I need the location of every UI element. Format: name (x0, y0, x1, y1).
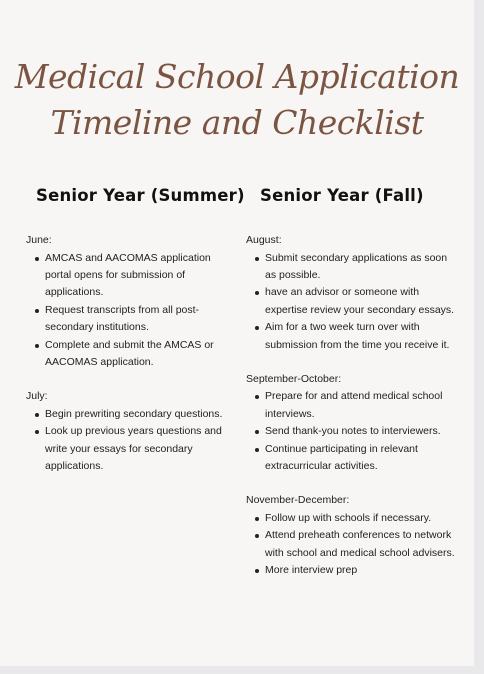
section-label: June: (26, 234, 52, 246)
checklist (246, 510, 456, 580)
list-item: Follow up with schools if necessary. (265, 510, 456, 527)
section-july (26, 388, 236, 475)
checklist (246, 250, 456, 354)
checklist (246, 388, 456, 475)
list-item: Aim for a two week turn over with submission from the time you receive it. (265, 319, 456, 354)
list-item: have an advisor or someone with expertise review your secondary essays. (265, 284, 456, 319)
list-item: Begin prewriting secondary questions. (45, 406, 236, 423)
list-item: Attend preheath conferences to network with school and medical school advisers. (265, 527, 456, 562)
section-september-october (246, 371, 456, 476)
list-item: Complete and submit the AMCAS or AACOMAS application. (45, 337, 236, 372)
section-november-december (246, 492, 456, 579)
checklist (26, 406, 236, 476)
list-item: Continue participating in relevant extracurricular activities. (265, 441, 456, 476)
section-label: August: (246, 234, 282, 246)
list-item: Send thank-you notes to interviewers. (265, 423, 456, 440)
list-item: Prepare for and attend medical school interviews. (265, 388, 456, 423)
column-summer (26, 186, 245, 475)
section-label: November-December: (246, 494, 350, 507)
column-heading-fall: Senior Year (Fall) (260, 186, 424, 205)
title-line-2: Timeline and Checklist (50, 103, 424, 142)
list-item: Look up previous years questions and write your essays for secondary applications. (45, 423, 236, 475)
section-label: July: (26, 390, 48, 403)
section-label: September-October: (246, 372, 342, 385)
list-item: Submit secondary applications as soon as possible. (265, 250, 456, 285)
title-line-1: Medical School Application (14, 57, 460, 96)
section-june (26, 232, 236, 371)
column-fall (246, 186, 456, 580)
list-item: AMCAS and AACOMAS application portal opens for submission of applications. (45, 250, 236, 302)
column-heading-summer: Senior Year (Summer) (36, 186, 245, 205)
checklist (26, 250, 236, 372)
page-title (0, 54, 474, 146)
section-august (246, 232, 456, 354)
list-item: More interview prep (265, 562, 456, 579)
list-item: Request transcripts from all post-secondary institutions. (45, 302, 236, 337)
